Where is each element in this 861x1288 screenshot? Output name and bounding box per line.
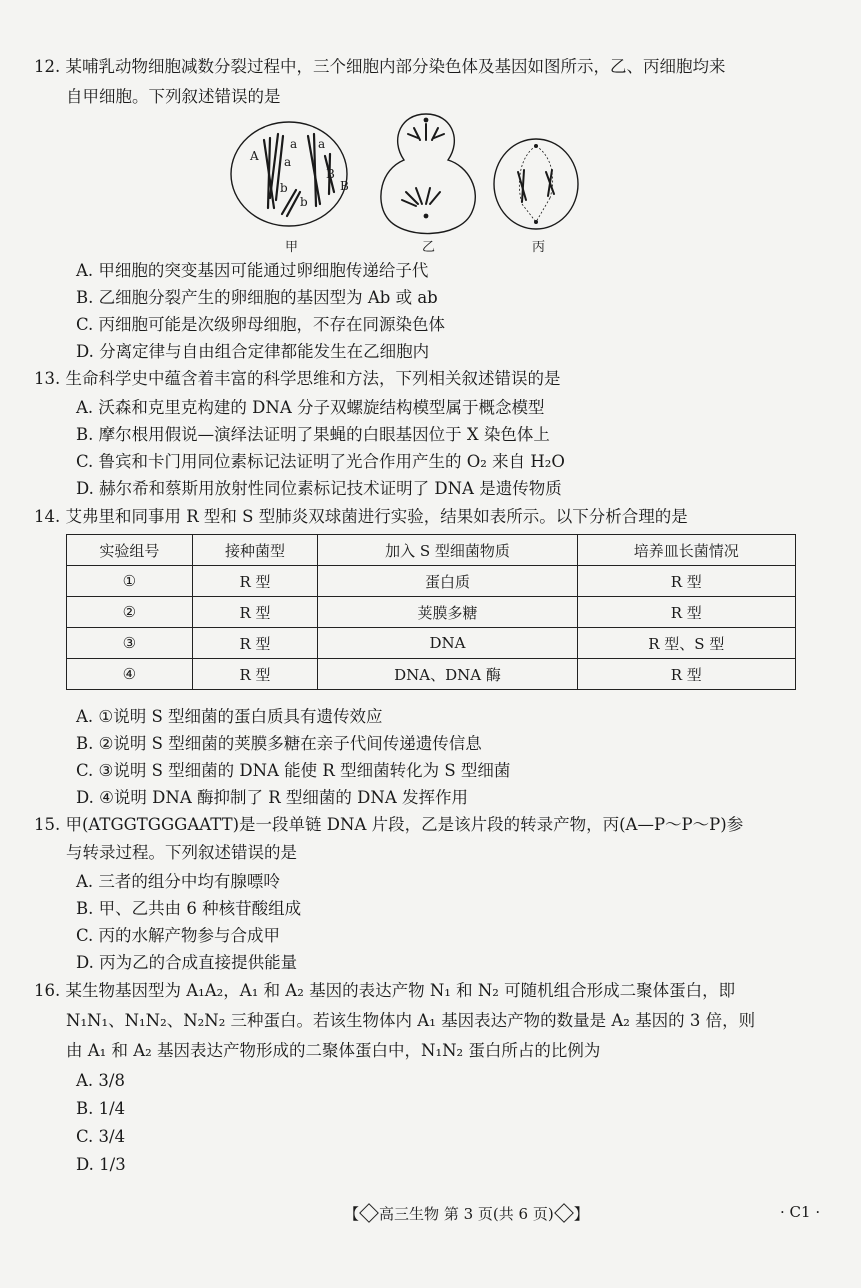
q12-option-c: C. 丙细胞可能是次级卵母细胞，不存在同源染色体 (76, 315, 446, 334)
q12-option-b: B. 乙细胞分裂产生的卵细胞的基因型为 Ab 或 ab (76, 288, 438, 307)
footer-center (344, 1203, 589, 1224)
q12-option-a: A. 甲细胞的突变基因可能通过卵细胞传递给子代 (76, 261, 429, 280)
footer-code: · C1 · (780, 1203, 821, 1221)
fig-label-jia: 甲 (285, 240, 299, 255)
q13-option-d: D. 赫尔希和蔡斯用放射性同位素标记技术证明了 DNA 是遗传物质 (76, 479, 562, 498)
diamond-icon (359, 1203, 379, 1223)
q16-option-a: A. 3/8 (76, 1071, 125, 1090)
footer-subject: 高三生物 (379, 1205, 440, 1223)
q14-option-d: D. ④说明 DNA 酶抑制了 R 型细菌的 DNA 发挥作用 (76, 788, 468, 807)
q16-option-c: C. 3/4 (76, 1127, 126, 1146)
footer-bracket-close: 】 (573, 1205, 589, 1223)
q14-option-b: B. ②说明 S 型细菌的荚膜多糖在亲子代间传递遗传信息 (76, 734, 482, 753)
gene-label-a3: a (318, 137, 326, 151)
table-cell: R 型 (577, 659, 795, 690)
fig-label-bing: 丙 (532, 240, 546, 255)
q16-option-b: B. 1/4 (76, 1099, 126, 1118)
gene-label-b2: b (300, 195, 308, 209)
q13-option-c: C. 鲁宾和卡门用同位素标记法证明了光合作用产生的 O₂ 来自 H₂O (76, 452, 565, 471)
table-cell: R 型 (192, 628, 318, 659)
q16-stem-line2: N₁N₁、N₁N₂、N₂N₂ 三种蛋白。若该生物体内 A₁ 基因表达产物的数量是 A₂ 基因的 3 倍，则 (66, 1011, 756, 1030)
table-cell: R 型 (192, 597, 318, 628)
table-row (67, 566, 796, 597)
gene-label-B2: B (340, 179, 349, 193)
q15-option-c: C. 丙的水解产物参与合成甲 (76, 926, 281, 945)
table-cell: ④ (67, 659, 193, 690)
q15-option-d: D. 丙为乙的合成直接提供能量 (76, 953, 298, 972)
q16-stem-line3: 由 A₁ 和 A₂ 基因表达产物形成的二聚体蛋白中，N₁N₂ 蛋白所占的比例为 (66, 1041, 601, 1060)
table-row (67, 628, 796, 659)
gene-label-B1: B (326, 167, 335, 181)
q15-stem-line1: 15. 甲(ATGGTGGGAATT)是一段单链 DNA 片段，乙是该片段的转录产物，丙(A—P～P～P)参 (34, 815, 744, 834)
table-header-cell: 实验组号 (67, 535, 193, 566)
table-cell: R 型 (577, 566, 795, 597)
table-cell: DNA (318, 628, 577, 659)
table-cell: R 型 (577, 597, 795, 628)
table-cell: 荚膜多糖 (318, 597, 577, 628)
gene-label-a2: a (290, 137, 298, 151)
q12-stem-line1: 12. 某哺乳动物细胞减数分裂过程中，三个细胞内部分染色体及基因如图所示，乙、丙细胞均来 (34, 57, 726, 76)
q12-stem-line2: 自甲细胞。下列叙述错误的是 (66, 87, 281, 106)
table-cell: ① (67, 566, 193, 597)
q15-stem-line2: 与转录过程。下列叙述错误的是 (66, 843, 297, 862)
q13-option-a: A. 沃森和克里克构建的 DNA 分子双螺旋结构模型属于概念模型 (76, 398, 545, 417)
table-cell: R 型 (192, 659, 318, 690)
q12-cell-figure (230, 112, 580, 254)
q15-option-b: B. 甲、乙共由 6 种核苷酸组成 (76, 899, 302, 918)
table-header-cell: 加入 S 型细菌物质 (318, 535, 577, 566)
table-cell: R 型、S 型 (577, 628, 795, 659)
q15-option-a: A. 三者的组分中均有腺嘌呤 (76, 872, 280, 891)
q13-option-b: B. 摩尔根用假说—演绎法证明了果蝇的白眼基因位于 X 染色体上 (76, 425, 550, 444)
table-cell: 蛋白质 (318, 566, 577, 597)
table-header-cell: 接种菌型 (192, 535, 318, 566)
gene-label-A: A (250, 149, 259, 163)
table-cell: ③ (67, 628, 193, 659)
table-row (67, 597, 796, 628)
table-row (67, 659, 796, 690)
diamond-icon (554, 1203, 574, 1223)
q14-option-c: C. ③说明 S 型细菌的 DNA 能使 R 型细菌转化为 S 型细菌 (76, 761, 511, 780)
footer-bracket-open: 【 (344, 1205, 360, 1223)
q16-stem-line1: 16. 某生物基因型为 A₁A₂，A₁ 和 A₂ 基因的表达产物 N₁ 和 N₂ 可随机组合形成二聚体蛋白，即 (34, 981, 736, 1000)
q14-stem: 14. 艾弗里和同事用 R 型和 S 型肺炎双球菌进行实验，结果如表所示。以下分析合理的是 (34, 507, 688, 526)
gene-label-b1: b (280, 181, 288, 195)
table-cell: ② (67, 597, 193, 628)
footer-page-number: 第 3 页(共 6 页) (443, 1205, 554, 1223)
table-cell: R 型 (192, 566, 318, 597)
table-cell: DNA、DNA 酶 (318, 659, 577, 690)
q16-option-d: D. 1/3 (76, 1155, 126, 1174)
q13-stem: 13. 生命科学史中蕴含着丰富的科学思维和方法，下列相关叙述错误的是 (34, 369, 561, 388)
table-header-cell: 培养皿长菌情况 (577, 535, 795, 566)
gene-label-a1: a (284, 155, 292, 169)
fig-label-yi: 乙 (422, 240, 436, 255)
cell-diagram (230, 112, 580, 254)
table-header-row (67, 535, 796, 566)
q14-table (66, 534, 796, 690)
q14-option-a: A. ①说明 S 型细菌的蛋白质具有遗传效应 (76, 707, 383, 726)
q12-option-d: D. 分离定律与自由组合定律都能发生在乙细胞内 (76, 342, 430, 361)
